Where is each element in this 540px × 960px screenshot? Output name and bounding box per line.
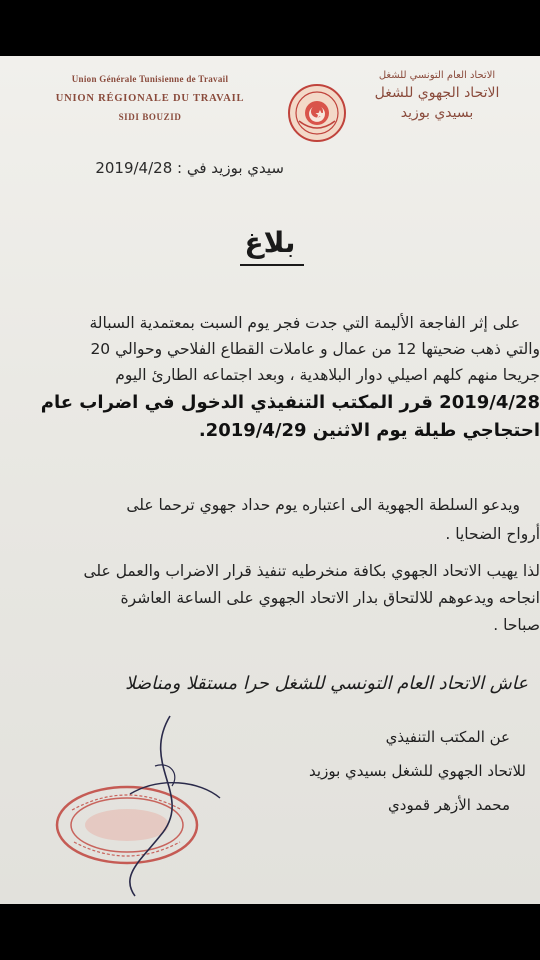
body-line-4: 2019/4/28 قرر المكتب التنفيذي الدخول في اضراب عام xyxy=(40,392,540,413)
org-name-fr: Union Générale Tunisienne de Travail xyxy=(71,74,229,84)
union-emblem-icon xyxy=(287,83,347,143)
signature-line-1: عن المكتب التنفيذي xyxy=(385,728,510,746)
body-line-1: على إثر الفاجعة الأليمة التي جدت فجر يوم السبت بمعتمدية السبالة xyxy=(89,314,520,332)
title-underline xyxy=(240,264,304,266)
body-line-2: والتي ذهب ضحيتها 12 من عمال و عاملات القطاع الفلاحي وحوالي 20 xyxy=(90,340,540,358)
body-line-3: جريحا منهم كلهم اصيلي دوار البلاهدية ، وبعد اجتماعه الطارئ اليوم xyxy=(115,366,540,384)
signatory-name: محمد الأزهر قمودي xyxy=(388,796,510,814)
date-value: 2019/4/28 xyxy=(95,159,173,177)
body-line-8: لذا يهيب الاتحاد الجهوي بكافة منخرطيه تنفيذ قرار الاضراب والعمل على xyxy=(83,562,540,580)
date-label: سيدي بوزيد في : xyxy=(177,159,284,177)
city-ar: بسيدي بوزيد xyxy=(400,105,474,121)
body-line-9: انجاحه ويدعوهم للالتحاق بدار الاتحاد الجهوي على الساعة العاشرة xyxy=(120,589,540,607)
regional-union-fr: UNION RÉGIONALE DU TRAVAIL xyxy=(55,93,245,104)
body-line-10: صباحا . xyxy=(493,616,540,634)
body-line-7: أرواح الضحايا . xyxy=(445,525,540,543)
document-title: بلاغ xyxy=(244,226,296,259)
letterhead-french xyxy=(0,74,300,122)
org-name-ar: الاتحاد العام التونسي للشغل xyxy=(378,70,496,81)
body-line-6: ويدعو السلطة الجهوية الى اعتباره يوم حداد جهوي ترحما على xyxy=(126,496,520,514)
date-line xyxy=(44,159,284,177)
document-page xyxy=(0,56,540,904)
handwritten-signature-icon xyxy=(100,706,240,904)
regional-union-ar: الاتحاد الجهوي للشغل xyxy=(374,85,500,101)
body-line-5: احتجاجي طيلة يوم الاثنين 2019/4/29. xyxy=(198,420,540,441)
city-fr: SIDI BOUZID xyxy=(118,112,182,122)
closing-slogan: عاش الاتحاد العام التونسي للشغل حرا مستقلا ومناضلا xyxy=(125,673,528,694)
letterhead-arabic xyxy=(352,70,522,121)
signature-line-2: للاتحاد الجهوي للشغل بسيدي بوزيد xyxy=(309,762,526,780)
